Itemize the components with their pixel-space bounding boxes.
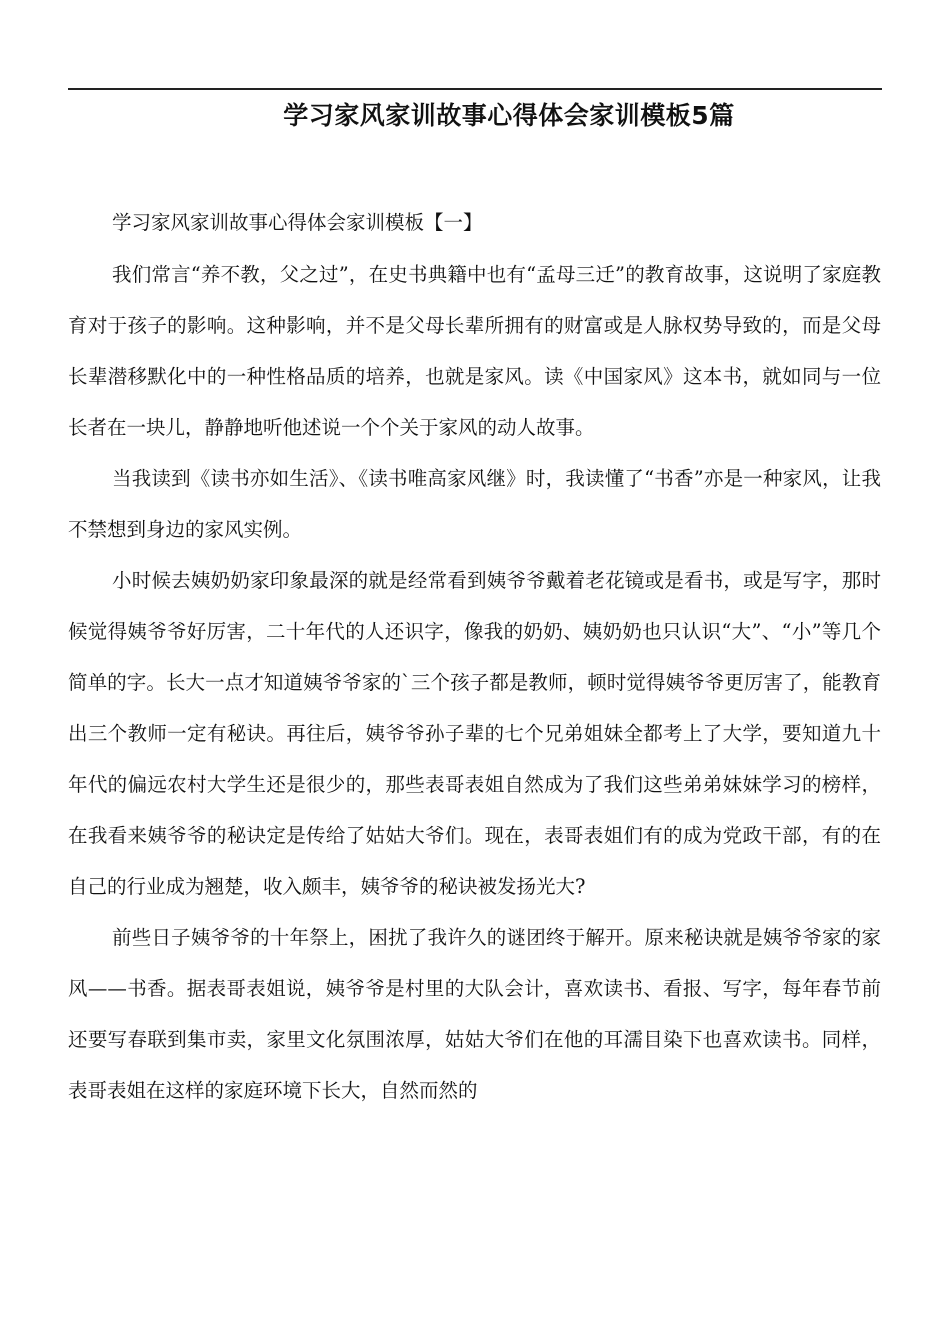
paragraph-3: 小时候去姨奶奶家印象最深的就是经常看到姨爷爷戴着老花镜或是看书，或是写字，那时候觉得姨爷爷好厉害，二十年代的人还识字，像我的奶奶、姨奶奶也只认识“大”、“小”等几个简单的字。长大一点才知道姨爷爷家的`三个孩子都是教师，顿时觉得姨爷爷更厉害了，能教育出三个教师一定有秘诀。再往后，姨爷爷孙子辈的七个兄弟姐妹全都考上了大学，要知道九十年代的偏远农村大学生还是很少的，那些表哥表姐自然成为了我们这些弟弟妹妹学习的榜样，在我看来姨爷爷的秘诀定是传给了姑姑大爷们。现在，表哥表姐们有的成为党政干部，有的在自己的行业成为翘楚，收入颇丰，姨爷爷的秘诀被发扬光大? xyxy=(68,569,881,898)
section-heading: 学习家风家训故事心得体会家训模板【一】 xyxy=(112,211,483,234)
paragraph-1: 我们常言“养不教，父之过”，在史书典籍中也有“孟母三迁”的教育故事，这说明了家庭教育对于孩子的影响。这种影响，并不是父母长辈所拥有的财富或是人脉权势导致的，而是父母长辈潜移默化中的一种性格品质的培养，也就是家风。读《中国家风》这本书，就如同与一位长者在一块儿，静静地听他述说一个个关于家风的动人故事。 xyxy=(68,263,881,439)
document-body xyxy=(68,206,881,1116)
paragraph-2: 当我读到《读书亦如生活》、《读书唯高家风继》时，我读懂了“书香”亦是一种家风，让我不禁想到身边的家风实例。 xyxy=(68,467,881,541)
paragraph-4: 前些日子姨爷爷的十年祭上，困扰了我许久的谜团终于解开。原来秘诀就是姨爷爷家的家风——书香。据表哥表姐说，姨爷爷是村里的大队会计，喜欢读书、看报、写字，每年春节前还要写春联到集市卖，家里文化氛围浓厚，姑姑大爷们在他的耳濡目染下也喜欢读书。同样，表哥表姐在这样的家庭环境下长大，自然而然的 xyxy=(68,926,881,1102)
document-title: 学习家风家训故事心得体会家训模板5篇 xyxy=(283,101,735,130)
header-rule xyxy=(68,88,882,90)
